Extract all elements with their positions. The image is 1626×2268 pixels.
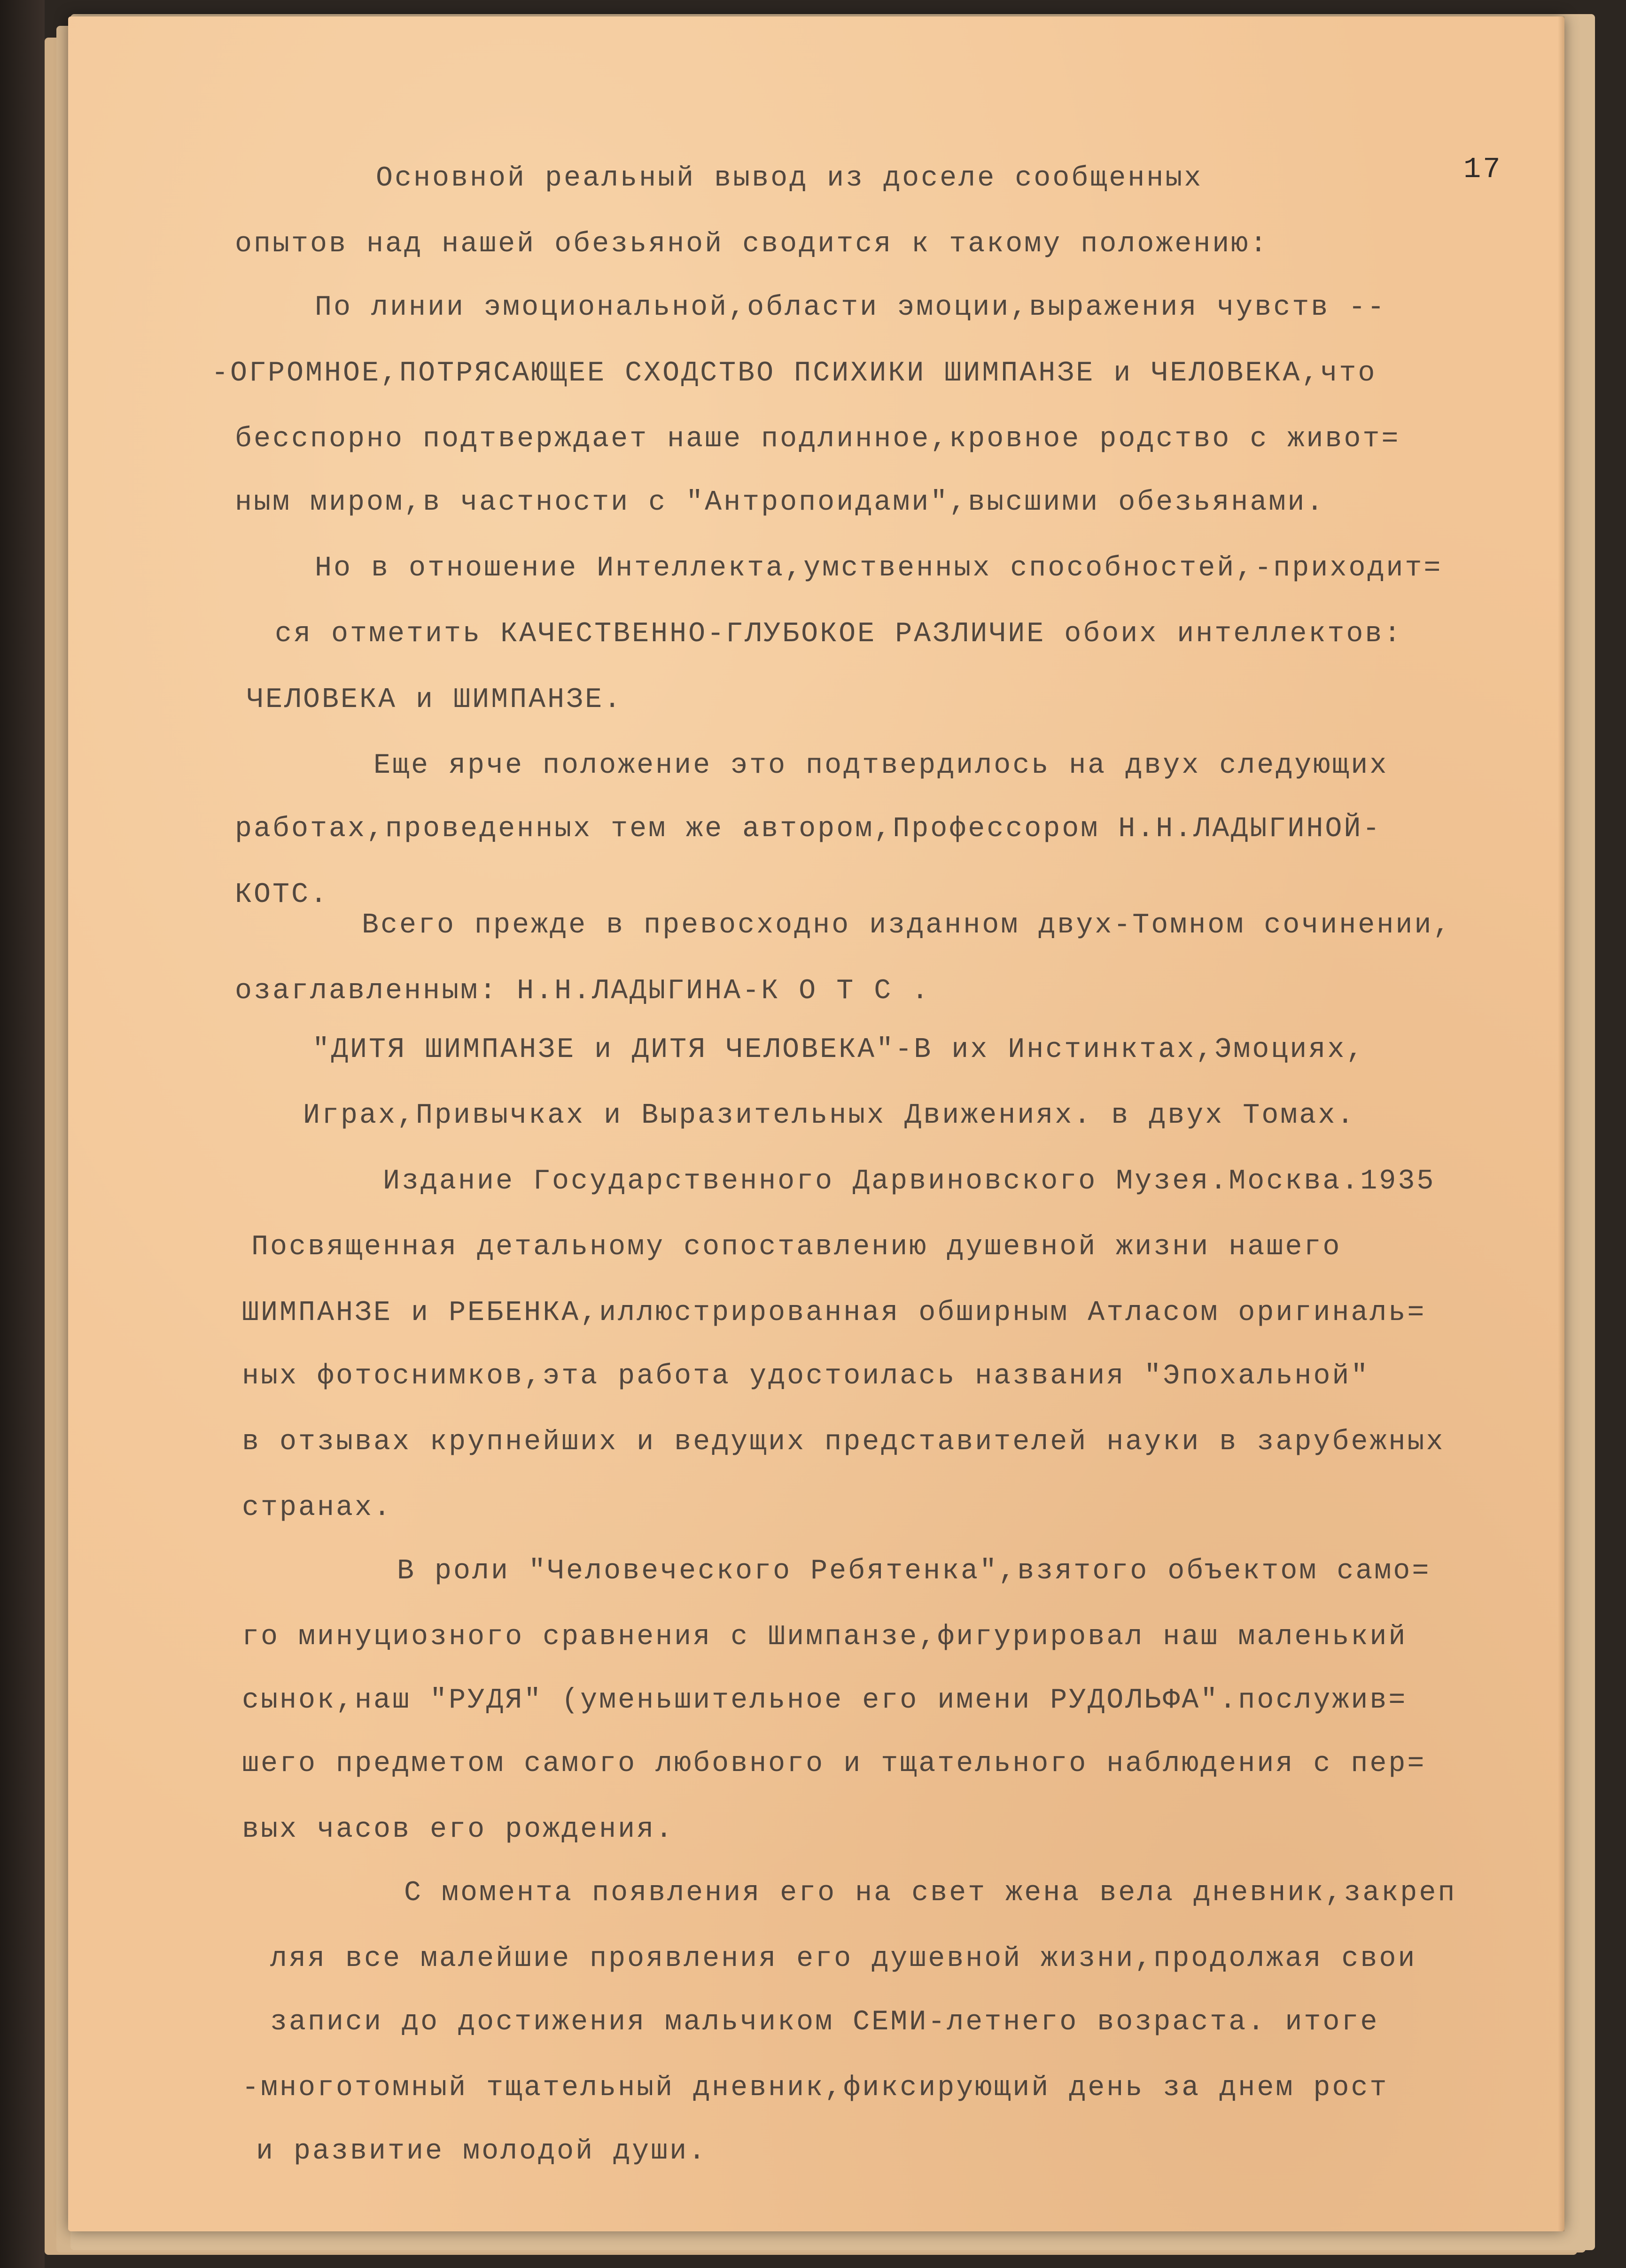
text-line: опытов над нашей обезьяной сводится к такому положению: bbox=[235, 228, 1269, 260]
text-line: Еще ярче положение это подтвердилось на двух следующих bbox=[373, 750, 1389, 782]
text-line: записи до достижения мальчиком СЕМИ-летнего возраста. итоге bbox=[270, 2006, 1379, 2038]
text-line: странах. bbox=[242, 1492, 393, 1524]
text-line: и развитие молодой души. bbox=[256, 2136, 708, 2167]
text-line: ЧЕЛОВЕКА и ШИМПАНЗЕ. bbox=[247, 684, 623, 716]
text-line: ляя все малейшие проявления его душевной жизни,продолжая свои bbox=[270, 1943, 1417, 1975]
text-line: КОТС. bbox=[235, 879, 329, 911]
typewritten-page bbox=[68, 16, 1564, 2231]
text-line: сынок,наш "РУДЯ" (уменьшительное его имени РУДОЛЬФА".послужив= bbox=[242, 1685, 1408, 1717]
text-line: го минуциозного сравнения с Шимпанзе,фигурировал наш маленький bbox=[242, 1621, 1408, 1653]
page-number: 17 bbox=[1463, 153, 1502, 186]
text-line: "ДИТЯ ШИМПАНЗЕ и ДИТЯ ЧЕЛОВЕКА"-В их Инстинктах,Эмоциях, bbox=[312, 1034, 1365, 1066]
text-line: вых часов его рождения. bbox=[242, 1814, 675, 1846]
scan-left-edge bbox=[0, 0, 45, 2268]
text-line: ным миром,в частности с "Антропоидами",высшими обезьянами. bbox=[235, 487, 1325, 519]
text-line: В роли "Человеческого Ребятенка",взятого объектом само= bbox=[397, 1555, 1431, 1587]
text-line: Но в отношение Интеллекта,умственных способностей,-приходит= bbox=[315, 552, 1443, 584]
text-line: Играх,Привычках и Выразительных Движениях. в двух Томах. bbox=[303, 1100, 1356, 1132]
text-line: ШИМПАНЗЕ и РЕБЕНКА,иллюстрированная обширным Атласом оригиналь= bbox=[242, 1297, 1426, 1329]
text-line: С момента появления его на свет жена вела дневник,закреп bbox=[404, 1877, 1457, 1909]
text-line: Издание Государственного Дарвиновского Музея.Москва.1935 bbox=[383, 1165, 1436, 1197]
text-line: в отзывах крупнейших и ведущих представителей науки в зарубежных bbox=[242, 1426, 1445, 1458]
text-line: бесспорно подтверждает наше подлинное,кровное родство с живот= bbox=[235, 423, 1400, 455]
text-line: озаглавленным: Н.Н.ЛАДЫГИНА-К О Т С . bbox=[235, 975, 931, 1007]
text-line: ся отметить КАЧЕСТВЕННО-ГЛУБОКОЕ РАЗЛИЧИЕ обоих интеллектов: bbox=[275, 618, 1403, 650]
body-text bbox=[68, 16, 1564, 2231]
text-line: Посвященная детальному сопоставлению душевной жизни нашего bbox=[251, 1231, 1342, 1263]
text-line: По линии эмоциональной,области эмоции,выражения чувств -- bbox=[315, 292, 1386, 324]
text-line: работах,проведенных тем же автором,Профессором Н.Н.ЛАДЫГИНОЙ- bbox=[235, 813, 1382, 845]
text-line: шего предметом самого любовного и тщательного наблюдения с пер= bbox=[242, 1748, 1426, 1780]
text-line: ных фотоснимков,эта работа удостоилась названия "Эпохальной" bbox=[242, 1360, 1370, 1392]
text-line: Основной реальный вывод из доселе сообщенных bbox=[376, 163, 1203, 194]
text-line: -ОГРОМНОЕ,ПОТРЯСАЮЩЕЕ СХОДСТВО ПСИХИКИ ШИМПАНЗЕ и ЧЕЛОВЕКА,что bbox=[211, 357, 1377, 389]
text-line: -многотомный тщательный дневник,фиксирующий день за днем рост bbox=[242, 2072, 1389, 2104]
text-line: Всего прежде в превосходно изданном двух-Томном сочинении, bbox=[362, 909, 1452, 941]
